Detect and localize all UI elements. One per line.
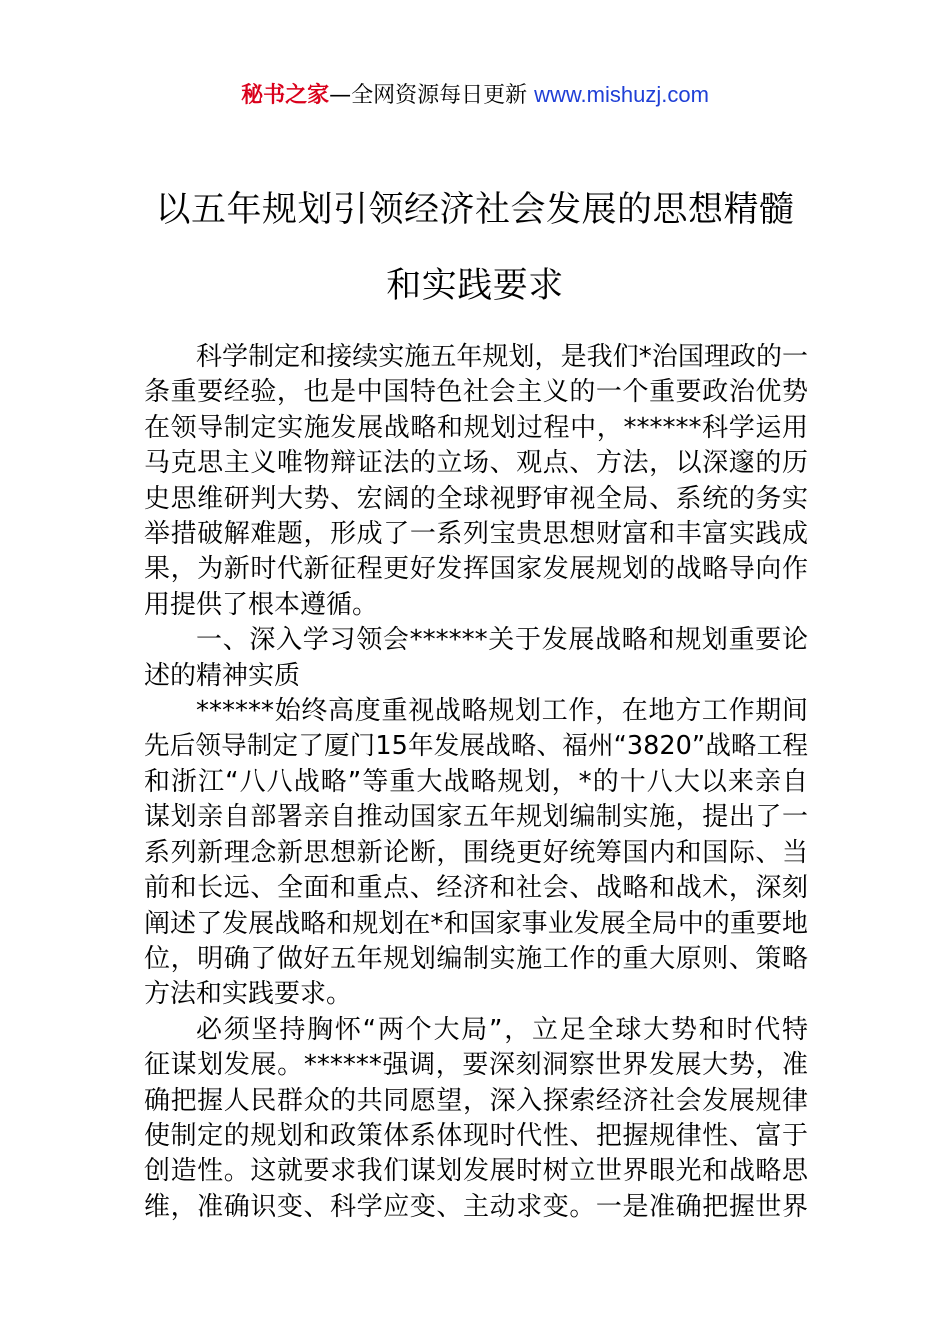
section-heading-1	[144, 623, 808, 694]
paragraph-line: 系列新理念新思想新论断，围绕更好统筹国内和国际、当	[144, 837, 808, 868]
paragraph-line: 创造性。这就要求我们谋划发展时树立世界眼光和战略思	[144, 1156, 808, 1187]
paragraph-strategy-history	[144, 694, 808, 1013]
paragraph-line: 史思维研判大势、宏阔的全球视野审视全局、系统的务实	[144, 483, 808, 514]
site-header	[0, 80, 950, 111]
paragraph-line: 维，准确识变、科学应变、主动求变。一是准确把握世界	[144, 1191, 808, 1222]
paragraph-line: 用提供了根本遵循。	[144, 589, 379, 620]
paragraph-line: 前和长远、全面和重点、经济和社会、战略和战术，深刻	[144, 873, 808, 904]
paragraph-line: 方法和实践要求。	[144, 979, 353, 1010]
paragraph-line: 马克思主义唯物辩证法的立场、观点、方法，以深邃的历	[144, 448, 808, 479]
paragraph-line: 条重要经验，也是中国特色社会主义的一个重要政治优势	[144, 377, 808, 408]
site-url-link[interactable]: www.mishuzj.com	[534, 82, 709, 107]
title-line-2: 和实践要求	[386, 266, 564, 306]
document-body	[144, 340, 808, 1225]
paragraph-intro	[144, 340, 808, 623]
paragraph-line: 谋划亲自部署亲自推动国家五年规划编制实施，提出了一	[144, 802, 808, 833]
site-brand: 秘书之家	[241, 83, 330, 108]
title-line-1: 以五年规划引领经济社会发展的思想精髓	[155, 190, 795, 230]
paragraph-line: 位，明确了做好五年规划编制实施工作的重大原则、策略	[144, 943, 808, 974]
paragraph-line: 在领导制定实施发展战略和规划过程中，******科学运用	[144, 412, 808, 443]
paragraph-line: 先后领导制定了厦门15年发展战略、福州“3820”战略工程	[144, 731, 808, 762]
paragraph-line: 举措破解难题，形成了一系列宝贵思想财富和丰富实践成	[144, 519, 808, 550]
document-title	[100, 172, 850, 324]
paragraph-line: 果，为新时代新征程更好发挥国家发展规划的战略导向作	[144, 554, 808, 585]
paragraph-line: ******始终高度重视战略规划工作，在地方工作期间	[196, 696, 808, 727]
paragraph-two-overall-situations	[144, 1013, 808, 1225]
paragraph-line: 阐述了发展战略和规划在*和国家事业发展全局中的重要地	[144, 908, 808, 939]
site-tagline: —全网资源每日更新	[329, 83, 528, 108]
paragraph-line: 必须坚持胸怀“两个大局”，立足全球大势和时代特	[196, 1014, 808, 1045]
heading-line: 一、深入学习领会******关于发展战略和规划重要论	[196, 625, 808, 656]
paragraph-line: 和浙江“八八战略”等重大战略规划，*的十八大以来亲自	[144, 766, 808, 797]
paragraph-line: 使制定的规划和政策体系体现时代性、把握规律性、富于	[144, 1120, 808, 1151]
heading-line: 述的精神实质	[144, 660, 301, 691]
paragraph-line: 征谋划发展。******强调，要深刻洞察世界发展大势，准	[144, 1050, 808, 1081]
paragraph-line: 科学制定和接续实施五年规划，是我们*治国理政的一	[196, 342, 808, 372]
paragraph-line: 确把握人民群众的共同愿望，深入探索经济社会发展规律	[144, 1085, 808, 1116]
